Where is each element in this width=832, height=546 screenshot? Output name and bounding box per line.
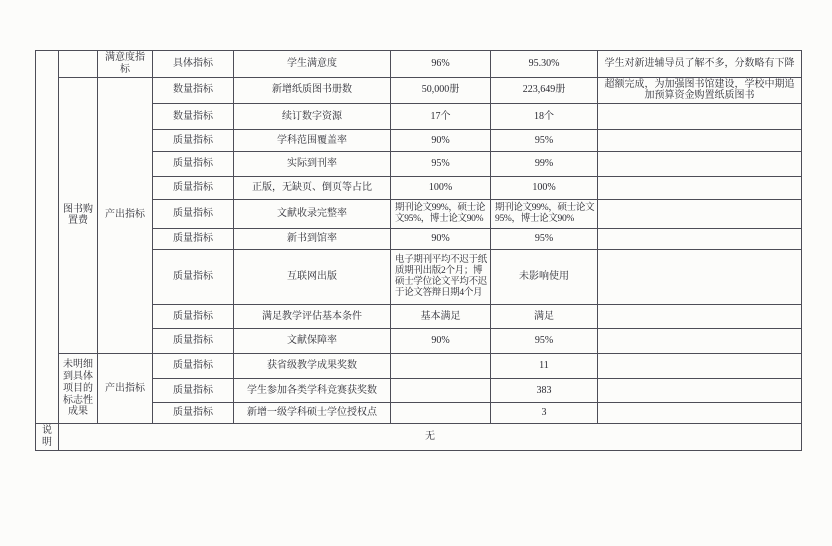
cell-actual-value: 11 bbox=[491, 354, 598, 379]
cell-indicator-name: 获省级教学成果奖数 bbox=[234, 354, 391, 379]
cell-remark bbox=[598, 104, 802, 130]
performance-indicator-table bbox=[35, 50, 802, 451]
cell-remark bbox=[598, 152, 802, 177]
cell-actual-value: 满足 bbox=[491, 305, 598, 329]
cell-remark bbox=[598, 354, 802, 379]
cell-indicator-name: 新增纸质图书册数 bbox=[234, 77, 391, 104]
cell-target-value: 基本满足 bbox=[391, 305, 491, 329]
cell-target-value: 100% bbox=[391, 177, 491, 200]
cell-actual-value: 18个 bbox=[491, 104, 598, 130]
cell-indicator-name: 续订数字资源 bbox=[234, 104, 391, 130]
cell-project-category: 未明细到具体项目的标志性成果 bbox=[59, 354, 98, 424]
cell-side-label bbox=[36, 51, 59, 424]
cell-target-value bbox=[391, 354, 491, 379]
cell-actual-value: 383 bbox=[491, 379, 598, 403]
cell-remark bbox=[598, 229, 802, 250]
cell-target-value: 90% bbox=[391, 229, 491, 250]
cell-target-value: 期刊论文99%，硕士论文95%，博士论文90% bbox=[391, 200, 491, 229]
cell-target-value bbox=[391, 403, 491, 424]
cell-remark bbox=[598, 130, 802, 152]
cell-indicator-name: 学生参加各类学科竞赛获奖数 bbox=[234, 379, 391, 403]
cell-remark bbox=[598, 329, 802, 354]
cell-footer-value: 无 bbox=[59, 424, 802, 451]
cell-indicator-type: 质量指标 bbox=[153, 200, 234, 229]
cell-indicator-name: 文献收录完整率 bbox=[234, 200, 391, 229]
cell-indicator-type: 质量指标 bbox=[153, 250, 234, 305]
cell-indicator-name: 文献保障率 bbox=[234, 329, 391, 354]
cell-target-value: 96% bbox=[391, 51, 491, 78]
cell-indicator-type: 质量指标 bbox=[153, 229, 234, 250]
table-row bbox=[36, 424, 802, 451]
cell-indicator-type: 数量指标 bbox=[153, 104, 234, 130]
cell-side-label: 说明 bbox=[36, 424, 59, 451]
cell-indicator-name: 正版，无缺页、倒页等占比 bbox=[234, 177, 391, 200]
cell-actual-value: 99% bbox=[491, 152, 598, 177]
cell-indicator-type: 具体指标 bbox=[153, 51, 234, 78]
cell-indicator-name: 新增一级学科硕士学位授权点 bbox=[234, 403, 391, 424]
cell-indicator-type: 质量指标 bbox=[153, 130, 234, 152]
cell-actual-value: 3 bbox=[491, 403, 598, 424]
cell-actual-value: 223,649册 bbox=[491, 77, 598, 104]
cell-remark bbox=[598, 403, 802, 424]
cell-indicator-name: 实际到刊率 bbox=[234, 152, 391, 177]
cell-indicator-category: 满意度指标 bbox=[98, 51, 153, 78]
cell-remark bbox=[598, 305, 802, 329]
cell-indicator-name: 互联网出版 bbox=[234, 250, 391, 305]
cell-actual-value: 期刊论文99%，硕士论文95%，博士论文90% bbox=[491, 200, 598, 229]
cell-indicator-name: 满足教学评估基本条件 bbox=[234, 305, 391, 329]
cell-indicator-type: 质量指标 bbox=[153, 305, 234, 329]
cell-remark: 超额完成，为加强图书馆建设，学校中期追加预算资金购置纸质图书 bbox=[598, 77, 802, 104]
cell-target-value: 90% bbox=[391, 329, 491, 354]
cell-target-value: 50,000册 bbox=[391, 77, 491, 104]
cell-actual-value: 95% bbox=[491, 229, 598, 250]
cell-indicator-type: 质量指标 bbox=[153, 152, 234, 177]
cell-indicator-type: 质量指标 bbox=[153, 354, 234, 379]
cell-indicator-type: 数量指标 bbox=[153, 77, 234, 104]
cell-project-category bbox=[59, 51, 98, 78]
cell-actual-value: 95% bbox=[491, 130, 598, 152]
cell-remark bbox=[598, 177, 802, 200]
cell-remark bbox=[598, 250, 802, 305]
cell-indicator-category: 产出指标 bbox=[98, 77, 153, 354]
cell-indicator-name: 学生满意度 bbox=[234, 51, 391, 78]
cell-target-value: 17个 bbox=[391, 104, 491, 130]
cell-actual-value: 未影响使用 bbox=[491, 250, 598, 305]
cell-target-value: 电子期刊平均不迟于纸质期刊出版2个月；博硕士学位论文平均不迟于论文答辩日期4个月 bbox=[391, 250, 491, 305]
table-row bbox=[36, 51, 802, 78]
cell-indicator-type: 质量指标 bbox=[153, 329, 234, 354]
cell-target-value: 95% bbox=[391, 152, 491, 177]
table-row bbox=[36, 77, 802, 104]
cell-remark bbox=[598, 200, 802, 229]
cell-remark: 学生对新进辅导员了解不多，分数略有下降 bbox=[598, 51, 802, 78]
cell-remark bbox=[598, 379, 802, 403]
cell-indicator-type: 质量指标 bbox=[153, 403, 234, 424]
cell-target-value bbox=[391, 379, 491, 403]
cell-indicator-type: 质量指标 bbox=[153, 379, 234, 403]
cell-actual-value: 100% bbox=[491, 177, 598, 200]
cell-indicator-type: 质量指标 bbox=[153, 177, 234, 200]
cell-project-category: 图书购置费 bbox=[59, 77, 98, 354]
cell-indicator-name: 学科范围覆盖率 bbox=[234, 130, 391, 152]
cell-target-value: 90% bbox=[391, 130, 491, 152]
cell-actual-value: 95.30% bbox=[491, 51, 598, 78]
performance-table-body bbox=[36, 51, 802, 451]
cell-actual-value: 95% bbox=[491, 329, 598, 354]
cell-indicator-name: 新书到馆率 bbox=[234, 229, 391, 250]
cell-indicator-category: 产出指标 bbox=[98, 354, 153, 424]
table-row bbox=[36, 354, 802, 379]
